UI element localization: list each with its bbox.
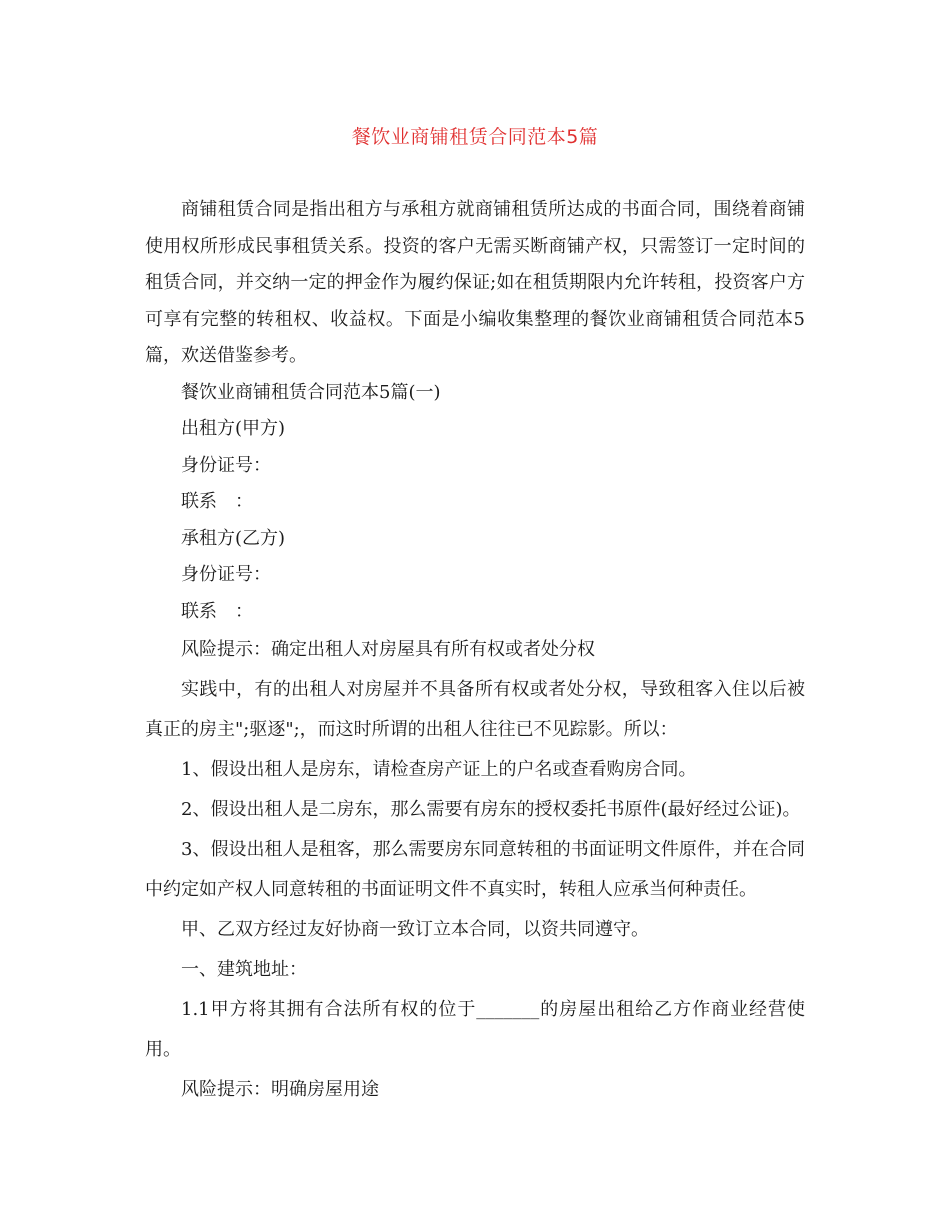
lessor-contact-label: 联系 ： <box>181 491 253 512</box>
lessor-id-label: 身份证号： <box>181 454 271 476</box>
clause-1-1: 1.1甲方将其拥有合法所有权的位于_______的房屋出租给乙方作商业经营使用。 <box>145 999 805 1060</box>
agreement-paragraph: 甲、乙双方经过友好协商一致订立本合同，以资共同遵守。 <box>181 919 649 940</box>
risk-tip-ownership: 风险提示：确定出租人对房屋具有所有权或者处分权 <box>181 639 595 660</box>
clause-landlord: 1、假设出租人是房东，请检查房产证上的户名或查看购房合同。 <box>181 759 697 780</box>
risk-tip-usage: 风险提示：明确房屋用途 <box>181 1079 379 1100</box>
clause-tenant: 3、假设出租人是租客，那么需要房东同意转租的书面证明文件原件，并在合同中约定如产权人同意转租的书面证明文件不真实时，转租人应承当何种责任。 <box>145 839 805 900</box>
lessee-contact-label: 联系 ： <box>181 600 253 622</box>
lessee-id-label: 身份证号： <box>181 564 271 585</box>
lessee-label: 承租方(乙方) <box>181 527 286 549</box>
intro-paragraph: 商铺租赁合同是指出租方与承租方就商铺租赁所达成的书面合同，围绕着商铺使用权所形成民事租赁关系。投资的客户无需买断商铺产权，只需签订一定时间的租赁合同，并交纳一定的押金作为履约保证;如在租赁期限内允许转租，投资客户方可享有完整的转租权、收益权。下面是小编收集整理的餐饮业商铺租赁合同范本5篇，欢送借鉴参考。 <box>145 199 805 366</box>
document-title: 餐饮业商铺租赁合同范本5篇 <box>351 126 599 148</box>
document-body <box>145 192 805 1110</box>
section-heading: 餐饮业商铺租赁合同范本5篇(一) <box>181 381 441 403</box>
practice-paragraph: 实践中，有的出租人对房屋并不具备所有权或者处分权，导致租客入住以后被真正的房主";驱逐";，而这时所谓的出租人往往已不见踪影。所以： <box>145 679 805 740</box>
building-address-heading: 一、建筑地址： <box>181 959 307 980</box>
lessor-label: 出租方(甲方) <box>181 418 286 439</box>
clause-sublandlord: 2、假设出租人是二房东，那么需要有房东的授权委托书原件(最好经过公证)。 <box>181 799 801 820</box>
